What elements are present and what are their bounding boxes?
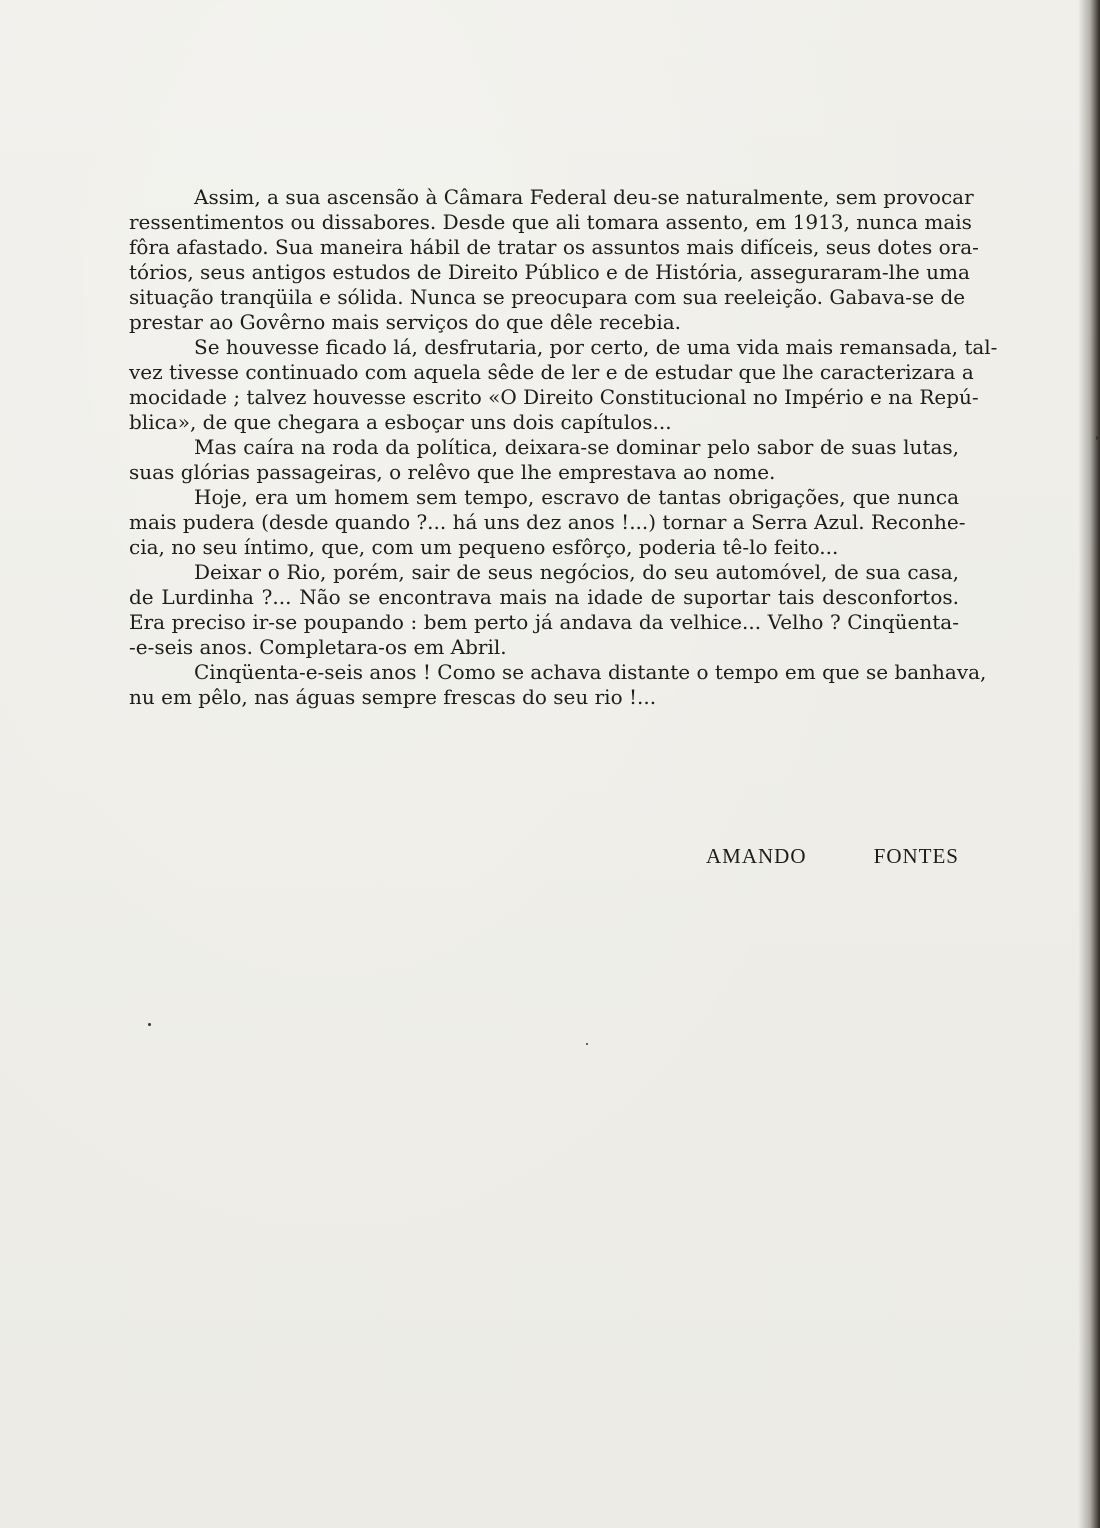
page-binding-shadow [1078,0,1100,1528]
text-line: mocidade ; talvez houvesse escrito «O Direito Constitucional no Império e na Repú- [129,385,979,409]
paper-speck [148,1023,151,1026]
text-line: prestar ao Govêrno mais serviços do que dêle recebia. [129,310,682,334]
paper-speck [1096,436,1098,440]
text-line: Era preciso ir-se poupando : bem perto já andava da velhice... Velho ? Cinqüenta- [129,610,959,634]
text-line: Hoje, era um homem sem tempo, escravo de tantas obrigações, que nunca [194,485,959,509]
paper-speck [586,1043,588,1045]
body-text [129,185,998,710]
author-signature: AMANDO FONTES [706,844,959,868]
text-line: cia, no seu íntimo, que, com um pequeno esfôrço, poderia tê-lo feito... [129,535,839,559]
text-line: Deixar o Rio, porém, sair de seus negócios, do seu automóvel, de sua casa, [194,560,959,584]
text-line: blica», de que chegara a esboçar uns dois capítulos... [129,410,672,434]
text-line: Mas caíra na roda da política, deixara-se dominar pelo sabor de suas lutas, [194,435,959,459]
text-line: nu em pêlo, nas águas sempre frescas do seu rio !... [129,685,657,709]
text-line: situação tranqüila e sólida. Nunca se preocupara com sua reeleição. Gabava-se de [129,285,966,309]
text-line: tórios, seus antigos estudos de Direito Público e de História, asseguraram-lhe uma [129,260,970,284]
text-line: -e-seis anos. Completara-os em Abril. [129,635,507,659]
text-line: ressentimentos ou dissabores. Desde que ali tomara assento, em 1913, nunca mais [129,210,972,234]
text-line: vez tivesse continuado com aquela sêde de ler e de estudar que lhe caracterizara a [129,360,974,384]
text-line: Assim, a sua ascensão à Câmara Federal deu-se naturalmente, sem provocar [194,185,974,209]
text-line: fôra afastado. Sua maneira hábil de tratar os assuntos mais difíceis, seus dotes ora- [129,235,979,259]
text-line: Se houvesse ficado lá, desfrutaria, por certo, de uma vida mais remansada, tal- [194,335,998,359]
text-line: mais pudera (desde quando ?... há uns dez anos !...) tornar a Serra Azul. Reconhe- [129,510,966,534]
text-line: Cinqüenta-e-seis anos ! Como se achava distante o tempo em que se banhava, [194,660,987,684]
text-line: de Lurdinha ?... Não se encontrava mais na idade de suportar tais desconfortos. [129,585,959,609]
text-line: suas glórias passageiras, o relêvo que lhe emprestava ao nome. [129,460,776,484]
